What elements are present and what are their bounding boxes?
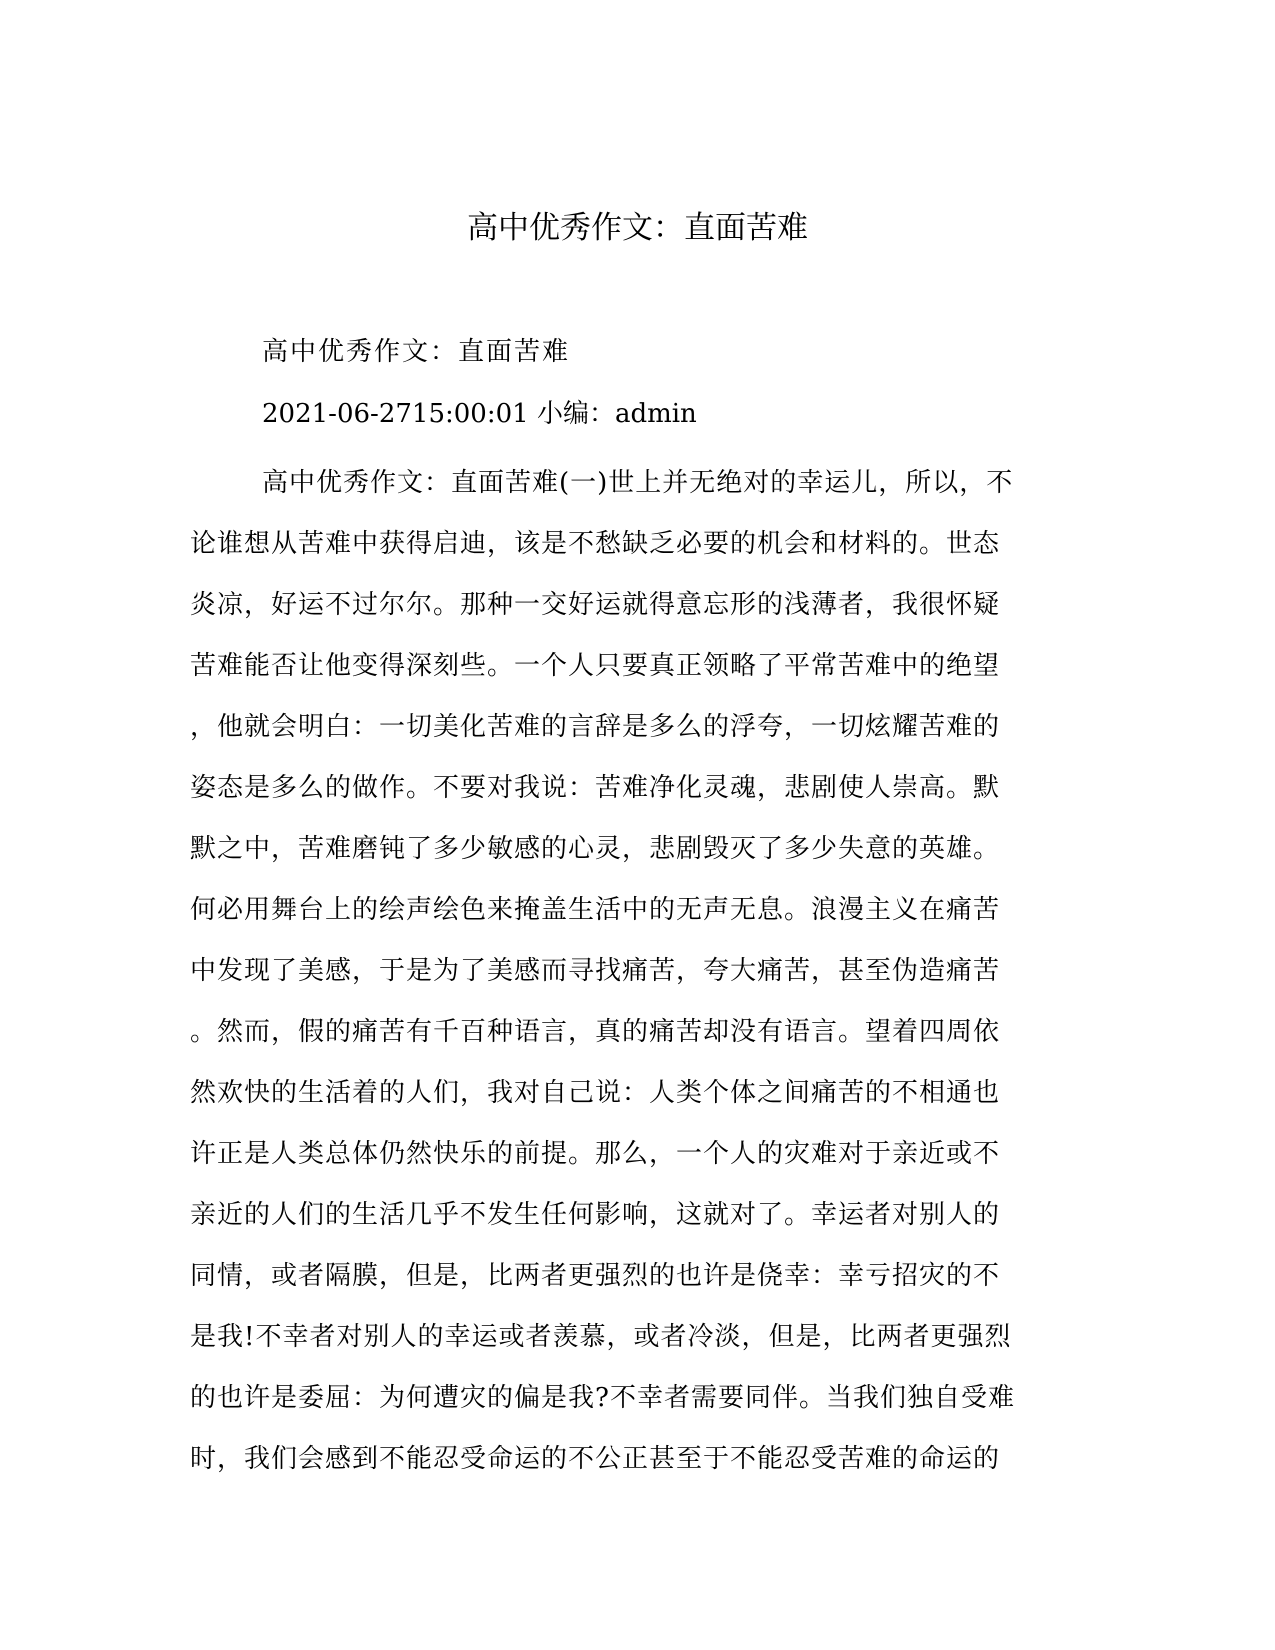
body-line: 炎凉，好运不过尔尔。那种一交好运就得意忘形的浅薄者，我很怀疑 [190,590,1001,620]
body-line: ，他就会明白：一切美化苦难的言辞是多么的浮夸，一切炫耀苦难的 [190,712,1001,742]
body-line: 是我!不幸者对别人的幸运或者羡慕，或者冷淡，但是，比两者更强烈 [190,1322,1012,1352]
body-line: 时，我们会感到不能忍受命运的不公正甚至于不能忍受苦难的命运的 [190,1444,1001,1474]
body-line: 苦难能否让他变得深刻些。一个人只要真正领略了平常苦难中的绝望 [190,651,1001,681]
body-line: 论谁想从苦难中获得启迪，该是不愁缺乏必要的机会和材料的。世态 [190,529,1001,559]
body-line: 中发现了美感，于是为了美感而寻找痛苦，夸大痛苦，甚至伪造痛苦 [190,956,1001,986]
body-line: 亲近的人们的生活几乎不发生任何影响，这就对了。幸运者对别人的 [190,1200,1001,1230]
body-line: 许正是人类总体仍然快乐的前提。那么，一个人的灾难对于亲近或不 [190,1139,1001,1169]
body-line: 。然而，假的痛苦有千百种语言，真的痛苦却没有语言。望着四周依 [190,1017,1001,1047]
body-line: 的也许是委屈：为何遭灾的偏是我?不幸者需要同伴。当我们独自受难 [190,1383,1015,1413]
body-line: 默之中，苦难磨钝了多少敏感的心灵，悲剧毁灭了多少失意的英雄。 [190,834,1001,864]
body-line: 姿态是多么的做作。不要对我说：苦难净化灵魂，悲剧使人崇高。默 [190,773,1001,803]
document-title: 高中优秀作文：直面苦难 [467,210,808,246]
article-subtitle: 高中优秀作文：直面苦难 [262,337,571,367]
body-line: 同情，或者隔膜，但是，比两者更强烈的也许是侥幸：幸亏招灾的不 [190,1261,1001,1291]
article-body [190,453,1070,1490]
body-line: 高中优秀作文：直面苦难(一)世上并无绝对的幸运儿，所以，不 [262,468,1014,498]
body-line: 何必用舞台上的绘声绘色来掩盖生活中的无声无息。浪漫主义在痛苦 [190,895,1001,925]
body-line: 然欢快的生活着的人们，我对自己说：人类个体之间痛苦的不相通也 [190,1078,1001,1108]
article-meta: 2021-06-2715:00:01 小编：admin [262,399,697,429]
